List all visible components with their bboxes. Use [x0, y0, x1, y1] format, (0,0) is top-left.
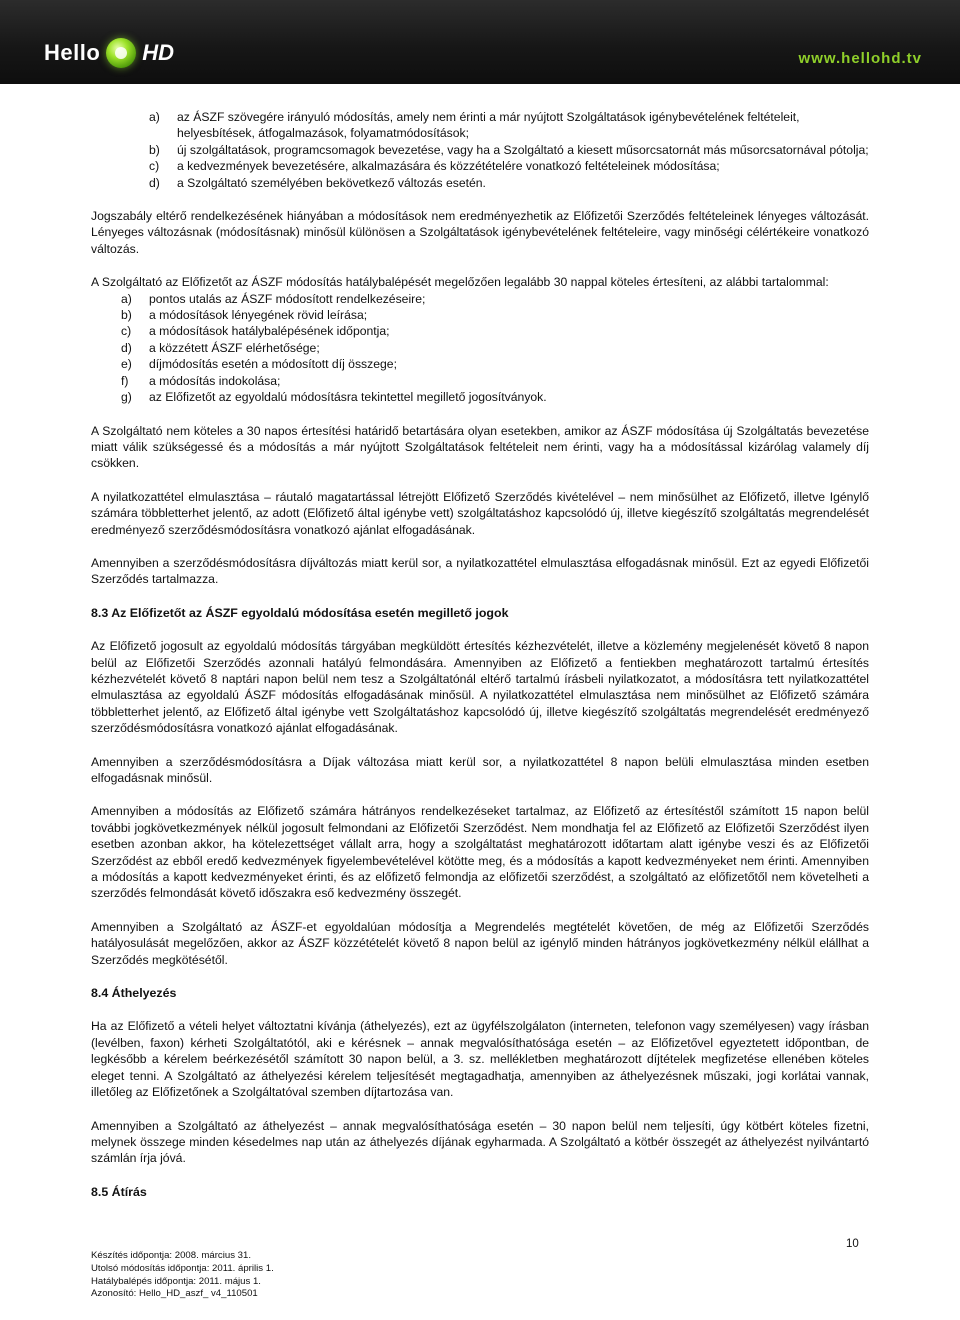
- page-header: [0, 0, 960, 84]
- list-item: c) a módosítások hatálybalépésének időpontja;: [121, 324, 390, 339]
- list-item: b) a módosítások lényegének rövid leírása;: [121, 308, 368, 323]
- page-number: 10: [846, 1238, 859, 1250]
- document-metadata: [91, 1250, 274, 1301]
- paragraph: A Szolgáltató az Előfizetőt az ÁSZF módosítás hatálybalépését megelőzően legalább 30 nappal köteles értesíteni, az alábbi tartalommal:: [91, 275, 829, 290]
- section-heading-8-5: 8.5 Átírás: [91, 1184, 147, 1199]
- section-heading-8-4: 8.4 Áthelyezés: [91, 986, 177, 1001]
- list-item: e) díjmódosítás esetén a módosított díj összege;: [121, 357, 397, 372]
- section-heading-8-3: 8.3 Az Előfizetőt az ÁSZF egyoldalú módosítása esetén megillető jogok: [91, 605, 509, 620]
- hellohd-logo: [44, 36, 174, 70]
- paragraph: Ha az Előfizető a vételi helyet változtatni kívánja (áthelyezés), ezt az ügyfélszolgálaton (interneten, telefonon vagy személyesen) vagy írásban (levélben, faxon) kérheti Szolgáltatótól, aki e kérésnek – annak megvalósíthatósága esetén – az Előfizetővel egyeztetett időpontban, de legkésőbb a kérelem beérkezésétől számított 30 napon belül, a 3. sz. mellékletben meghatározott díjtételek megfizetése ellenében köteles eleget tenni. A Szolgáltató az áthelyezési kérelem teljesítését megtagadhatja, amennyiben az áthelyezésnek műszaki, jogi korlátai vannak, illetőleg az Előfizetőnek a Szolgáltatóval szemben díjtartozása van.: [91, 1019, 869, 1100]
- paragraph: A nyilatkozattétel elmulasztása – ráutaló magatartással létrejött Előfizető Szerződés kivételével – nem minősülhet az Előfizető, illetve Igénylő számára többletterhet jelentő, az adott (Előfizető által igénybe vett) szolgáltatáshoz kapcsolódó új, illetve kiegészítő szolgáltatás megrendelését eredményező szerződésmódosításra vonatkozó ajánlat elfogadásának.: [91, 489, 869, 537]
- document-id: Azonosító: Hello_HD_aszf_ v4_110501: [91, 1288, 258, 1300]
- paragraph: Amennyiben a Szolgáltató az áthelyezést – annak megvalósíthatósága esetén – 30 napon belül nem teljesíti, úgy kötbért köteles fizetni, melynek összege minden késedelmes nap után az áthelyezés díjának egyharmada. A Szolgáltató a kötbér összegét az áthelyezést nyilvántartó számlán írja jóvá.: [91, 1118, 869, 1166]
- paragraph: Amennyiben a szerződésmódosításra díjváltozás miatt kerül sor, a nyilatkozattétel elmulasztása elfogadásnak minősül. Ezt az egyedi Előfizetői Szerződés tartalmazza.: [91, 555, 869, 587]
- paragraph: Jogszabály eltérő rendelkezésének hiányában a módosítások nem eredményezhetik az Előfizetői Szerződés feltételeinek lényeges változását. Lényeges változásnak (módosításnak) minősül különösen a Szolgáltatások igénybevételének feltételeire, vagy minőségi célértékeire vonatkozó változás.: [91, 209, 869, 256]
- created-date: Készítés időpontja: 2008. március 31.: [91, 1250, 251, 1261]
- website-url: www.hellohd.tv: [798, 50, 922, 67]
- paragraph: Amennyiben a Szolgáltató az ÁSZF-et egyoldalúan módosítja a Megrendelés megtételét követően, de még az Előfizetői Szerződés hatályosulását megelőzően, akkor az ÁSZF közzétételét követő 8 napon belül az igénylő minden hátrányos jogkövetkezmény nélkül elállhat a Szerződés megkötésétől.: [91, 919, 869, 967]
- logo-text-left: Hello: [44, 40, 101, 65]
- list-item: d) a közzétett ÁSZF elérhetősége;: [121, 340, 320, 355]
- list-item: a) pontos utalás az ÁSZF módosított rendelkezéseire;: [121, 291, 426, 306]
- logo-orb-icon: [106, 38, 136, 68]
- effective-date: Hatálybalépés időpontja: 2011. május 1.: [91, 1275, 261, 1287]
- list-item: c) a kedvezmények bevezetésére, alkalmazására és közzétételére vonatkozó feltételeinek módosítása;: [149, 159, 720, 174]
- notification-content-list: [121, 291, 869, 406]
- list-item: g) az Előfizetőt az egyoldalú módosításra tekintettel megillető jogosítványok.: [121, 390, 547, 405]
- list-item: f) a módosítás indokolása;: [121, 373, 281, 388]
- paragraph: Az Előfizető jogosult az egyoldalú módosítás tárgyában megküldött értesítés kézhezvételét, illetve a közlemény megjelenését követő 8 napon belül az Előfizetői Szerződés azonnali hatályú felmondására. Amennyiben az Előfizető a fentiekben meghatározott tartalmú értesítés kézhezvételét követő 8 naptári napon belül nem tesz a Szolgáltatónál eltérő tartalmú írásbeli nyilatkozatot, a módosításra tett nyilatkozattétel elmulasztása az egyoldalú ÁSZF módosítás elfogadásának minősül. A nyilatkozattétel elmulasztása nem minősülhet az Előfizető számára többletterhet jelentő, az Előfizető által igénybe vett Szolgáltatáshoz kapcsolódó új, illetve kiegészítő szolgáltatás megrendelését eredményező szerződésmódosításra vonatkozó ajánlat elfogadásának.: [91, 639, 869, 736]
- paragraph: Amennyiben a módosítás az Előfizető számára hátrányos rendelkezéseket tartalmaz, az Előfizető az értesítéstől számított 15 napon belül további jogkövetkezmények nélkül jogosult felmondani az Előfizetői Szerződést. Nem mondhatja fel az Előfizető az Előfizetői Szerződést ilyen esetben azonban akkor, ha kötelezettséget vállalt arra, hogy a szolgáltatást meghatározott időtartam alatt igénybe veszi és az Előfizetői Szerződést az ebből eredő kedvezmények figyelembevételével kötötte meg, és a módosítás a kapott kedvezményeket nem érinti. Amennyiben a módosítás a kapott kedvezményeket érinti, és az előfizető felmondja az előfizetői szerződést, a szolgáltató az előfizetőtől nem követelheti a szerződés felmondását követő időszakra eső kedvezmény összegét.: [91, 804, 869, 901]
- document-body: [91, 109, 869, 1200]
- modification-list: [149, 109, 869, 191]
- list-item: d) a Szolgáltató személyében bekövetkező változás esetén.: [149, 175, 486, 190]
- paragraph: Amennyiben a szerződésmódosításra a Díjak változása miatt kerül sor, a nyilatkozattétel 8 napon belüli elmulasztása minden esetben elfogadásnak minősül.: [91, 754, 869, 785]
- paragraph: A Szolgáltató nem köteles a 30 napos értesítési határidő betartására olyan esetekben, amikor az ÁSZF módosítása új Szolgáltatás bevezetése miatt válik szükségessé és a módosítás a már nyújtott Szolgáltatások feltételeit nem érinti, vagy ha a módosítással kizárólag valamely díj csökken.: [91, 423, 869, 471]
- list-item: b) új szolgáltatások, programcsomagok bevezetése, vagy ha a Szolgáltató a kiesett műsorcsatornát más műsorcsatornával pótolja;: [149, 142, 869, 157]
- modified-date: Utolsó módosítás időpontja: 2011. április 1.: [91, 1262, 274, 1274]
- list-item: a) az ÁSZF szövegére irányuló módosítás, amely nem érinti a már nyújtott Szolgáltatások igénybevételének feltételeit, helyesbítések, átfogalmazások, folyamatmódosítások;: [149, 110, 800, 141]
- logo-text-right: HD: [142, 40, 175, 65]
